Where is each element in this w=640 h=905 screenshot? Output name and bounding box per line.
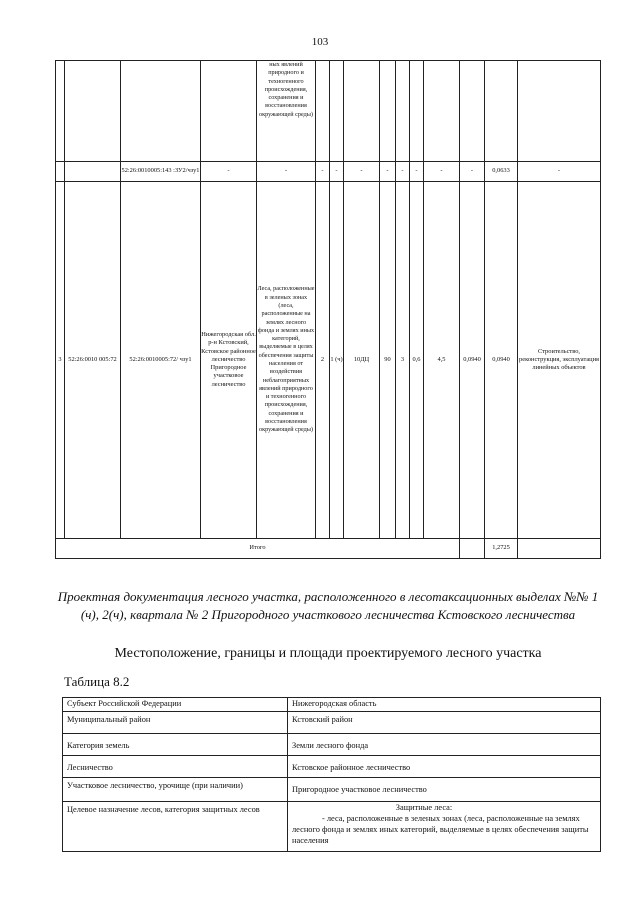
cadastral-part: 52:26:0010005:72/ чзу1	[121, 182, 201, 539]
cadastral-part-cell: 52:26:0010005:143 :ЗУ2/чзу1	[121, 162, 201, 182]
table-row	[63, 734, 601, 756]
table-row: 52:26:0010005:143 :ЗУ2/чзу1 - - - - - - - - - - 0,0633 -	[56, 162, 601, 182]
table-row	[63, 698, 601, 712]
table-row	[63, 712, 601, 734]
row-value	[288, 802, 601, 852]
document-heading: Проектная документация лесного участка, расположенного в лесотаксационных выделах №№ 1 (ч), 2(ч), квартала № 2 Пригородного участкового лесничества Кстовского лесничества	[57, 589, 599, 622]
row-value: Кстовское районное лесничество	[288, 756, 601, 778]
row-value: Пригородное участковое лесничество	[288, 778, 601, 802]
area-part-cell: 0,0940	[460, 182, 485, 539]
stock-cell: 4,5	[424, 182, 460, 539]
total-row	[56, 539, 601, 559]
total-label: Итого	[56, 539, 460, 559]
category-cell: Леса, расположенные в зеленых зонах (леса, расположенные на землях лесного фонда и землях иных категорий, выделяемые в целях обеспечения защиты населения от воздействия неблагоприятных явлений природного и техногенного происхождения, сохранения и восстановления окружающей среды)	[257, 182, 316, 539]
row-value: Кстовский район	[288, 712, 601, 734]
row-value: Нижегородская область	[288, 698, 601, 712]
row-label: Категория земель	[63, 734, 288, 756]
forest-cell: 10ДЦ	[344, 182, 380, 539]
bonitet-cell: 3	[396, 182, 410, 539]
cadastral-main: 52:26:0010 005:72	[65, 182, 121, 539]
page-number: 103	[311, 36, 329, 48]
kvartal-cell: 2	[316, 182, 330, 539]
location-table	[62, 697, 601, 852]
row-value: Земли лесного фонда	[288, 734, 601, 756]
table-row	[63, 778, 601, 802]
age-cell: 90	[380, 182, 396, 539]
protect-body: - леса, расположенные в зеленых зонах (леса, расположенные на землях лесного фонда и землях иных категорий, выделяемые в целях обеспечения защиты населения	[292, 814, 589, 845]
row-label: Лесничество	[63, 756, 288, 778]
row-number: 3	[56, 182, 65, 539]
density-cell: 0,6	[410, 182, 424, 539]
purpose-cell: Строительство, реконструкция, эксплуатация линейных объектов	[518, 182, 601, 539]
protect-title: Защитные леса:	[395, 803, 453, 812]
area-cell: 0,0633	[485, 162, 518, 182]
location-cell: Нижегородская обл. р-н Кстовский, Кстовское районное лесничество Пригородное участковое лесничество	[201, 182, 257, 539]
total-value: 1,2725	[485, 539, 518, 559]
area-total-cell: 0,0940	[485, 182, 518, 539]
table-row	[56, 61, 601, 162]
category-fragment: ных явлений природного и техногенного происхождения, сохранения и восстановления окружающей среды)	[257, 61, 316, 162]
row-label: Субъект Российской Федерации	[63, 698, 288, 712]
table-row	[56, 182, 601, 539]
section-heading: Местоположение, границы и площади проектируемого лесного участка	[114, 646, 542, 661]
vydel-cell: 1 (ч)	[330, 182, 344, 539]
row-label: Участковое лесничество, урочище (при наличии)	[63, 778, 288, 802]
row-label: Муниципальный район	[63, 712, 288, 734]
table-caption: Таблица 8.2	[64, 674, 130, 689]
row-label: Целевое назначение лесов, категория защитных лесов	[63, 802, 288, 852]
table-row	[63, 756, 601, 778]
taxation-table	[55, 60, 601, 559]
table-row	[63, 802, 601, 852]
